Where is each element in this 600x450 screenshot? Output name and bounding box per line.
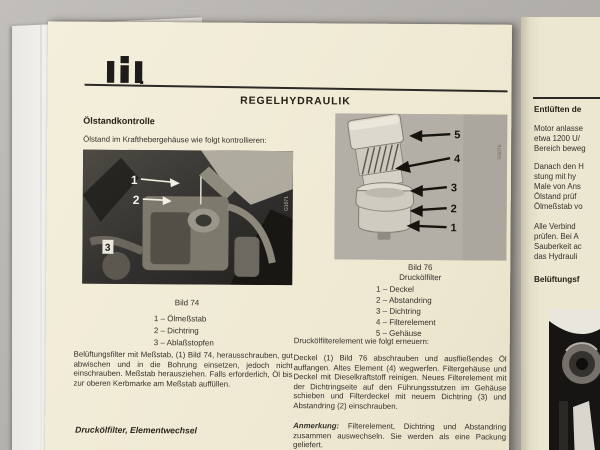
legend-item: 3 – Ablaßstopfen (153, 338, 214, 348)
figure-76-subcaption: Druckölfilter (399, 272, 442, 283)
facing-paragraph-2 (534, 162, 600, 212)
figure-76-label-5: 5 (454, 129, 461, 142)
facing-line: das Hydrauli (534, 252, 578, 261)
page-crease (40, 25, 42, 450)
facing-page-rule (533, 97, 600, 99)
figure-74-caption: Bild 74 (174, 298, 200, 308)
procedure-intro: Druckölfilterelement wie folgt erneuern: (293, 336, 430, 347)
figure-74-photo (82, 150, 293, 285)
figure-76-caption: Bild 76 (408, 262, 433, 273)
legend-item: 3 – Dichtring (375, 306, 421, 316)
figure-76-label-2: 2 (450, 203, 457, 216)
oelstand-intro-text: Ölstand im Krafthebergehäuse wie folgt kontrollieren: (83, 134, 267, 145)
facing-paragraph-1 (534, 124, 600, 154)
ih-logo-icon (104, 56, 148, 84)
legend-item: 2 – Dichtring (153, 326, 199, 336)
facing-line: Alle Verbind (534, 222, 576, 231)
facing-line: Bereich beweg (534, 144, 586, 153)
figure-76-label-3: 3 (450, 182, 458, 195)
note-text: Filterelement, Dichtring und Abstandring zusammen auswechseln. Sie werden als eine Packung geliefert. (293, 421, 507, 450)
facing-line: Male von Ans (534, 182, 581, 191)
section-heading-druckoelfilter-elementwechsel: Druckölfilter, Elementwechsel (75, 424, 197, 436)
facing-paragraph-3 (534, 222, 600, 262)
facing-page (521, 17, 600, 450)
legend-item: 5 – Gehäuse (375, 328, 422, 338)
facing-line: Ölmeßstab vo (534, 202, 583, 211)
legend-item: 4 – Filterelement (375, 317, 436, 328)
section-heading-oelstandkontrolle: Ölstandkontrolle (83, 115, 155, 127)
figure-76-photo (334, 113, 507, 260)
facing-heading-entlueften: Entlüften de (534, 105, 582, 114)
facing-line: Danach den H (534, 162, 584, 171)
legend-item: 1 – Ölmeßstab (153, 314, 207, 324)
figure-74-legend (154, 313, 214, 349)
figure-76-legend (376, 284, 436, 339)
figure-74-label-1: 1 (130, 172, 138, 188)
procedure-paragraph: Deckel (1) Bild 76 abschrauben und ausfließendes Öl auffangen. Altes Element (4) wegwerfen. Filtergehäuse und Deckel mit Dieselkraftstoff reinigen. Neues Filterelement mit der Dichtringseite auf den Führungsstutzen im Gehäuse schieben und Filterdeckel mit neuem Dichtring (3) und Abstandring (2) einschrauben. (293, 353, 507, 411)
facing-line: prüfen. Bei A (534, 232, 579, 241)
header-rule (85, 84, 508, 93)
figure-74-label-2: 2 (132, 192, 140, 208)
figure-74-label-3: 3 (104, 242, 111, 254)
facing-line: etwa 1200 U/ (534, 134, 580, 143)
note-label: Anmerkung: (293, 421, 340, 431)
manual-page (45, 21, 512, 450)
figure-76-label-4: 4 (454, 153, 461, 166)
legend-item: 2 – Abstandring (376, 295, 432, 306)
facing-line: Ölstand prüf (534, 192, 577, 201)
facing-line: Sauberkeit ac (534, 242, 582, 251)
figure-74-photo-ref: G1071 (283, 196, 290, 212)
facing-page-photo (549, 309, 600, 450)
facing-line: stung mit hy (534, 172, 577, 181)
facing-line: Motor anlasse (534, 124, 583, 133)
facing-heading-belueftung: Belüftungsf (534, 275, 580, 284)
legend-item: 1 – Deckel (376, 284, 414, 294)
belueftungsfilter-paragraph: Belüftungsfilter mit Meßstab, (1) Bild 74, herausschrauben, gut abwischen und in die Bohrung einsetzen, jedoch nicht einschrauben. Meßstab herausziehen. Falls erforderlich, Öl bis zur oberen Kerbmarke am Meßstab auffüllen. (73, 349, 293, 389)
page-title: REGELHYDRAULIK (240, 94, 351, 108)
figure-76-photo-ref: G5076 (497, 144, 504, 160)
note-paragraph (293, 421, 506, 450)
figure-76-label-1: 1 (450, 222, 457, 235)
